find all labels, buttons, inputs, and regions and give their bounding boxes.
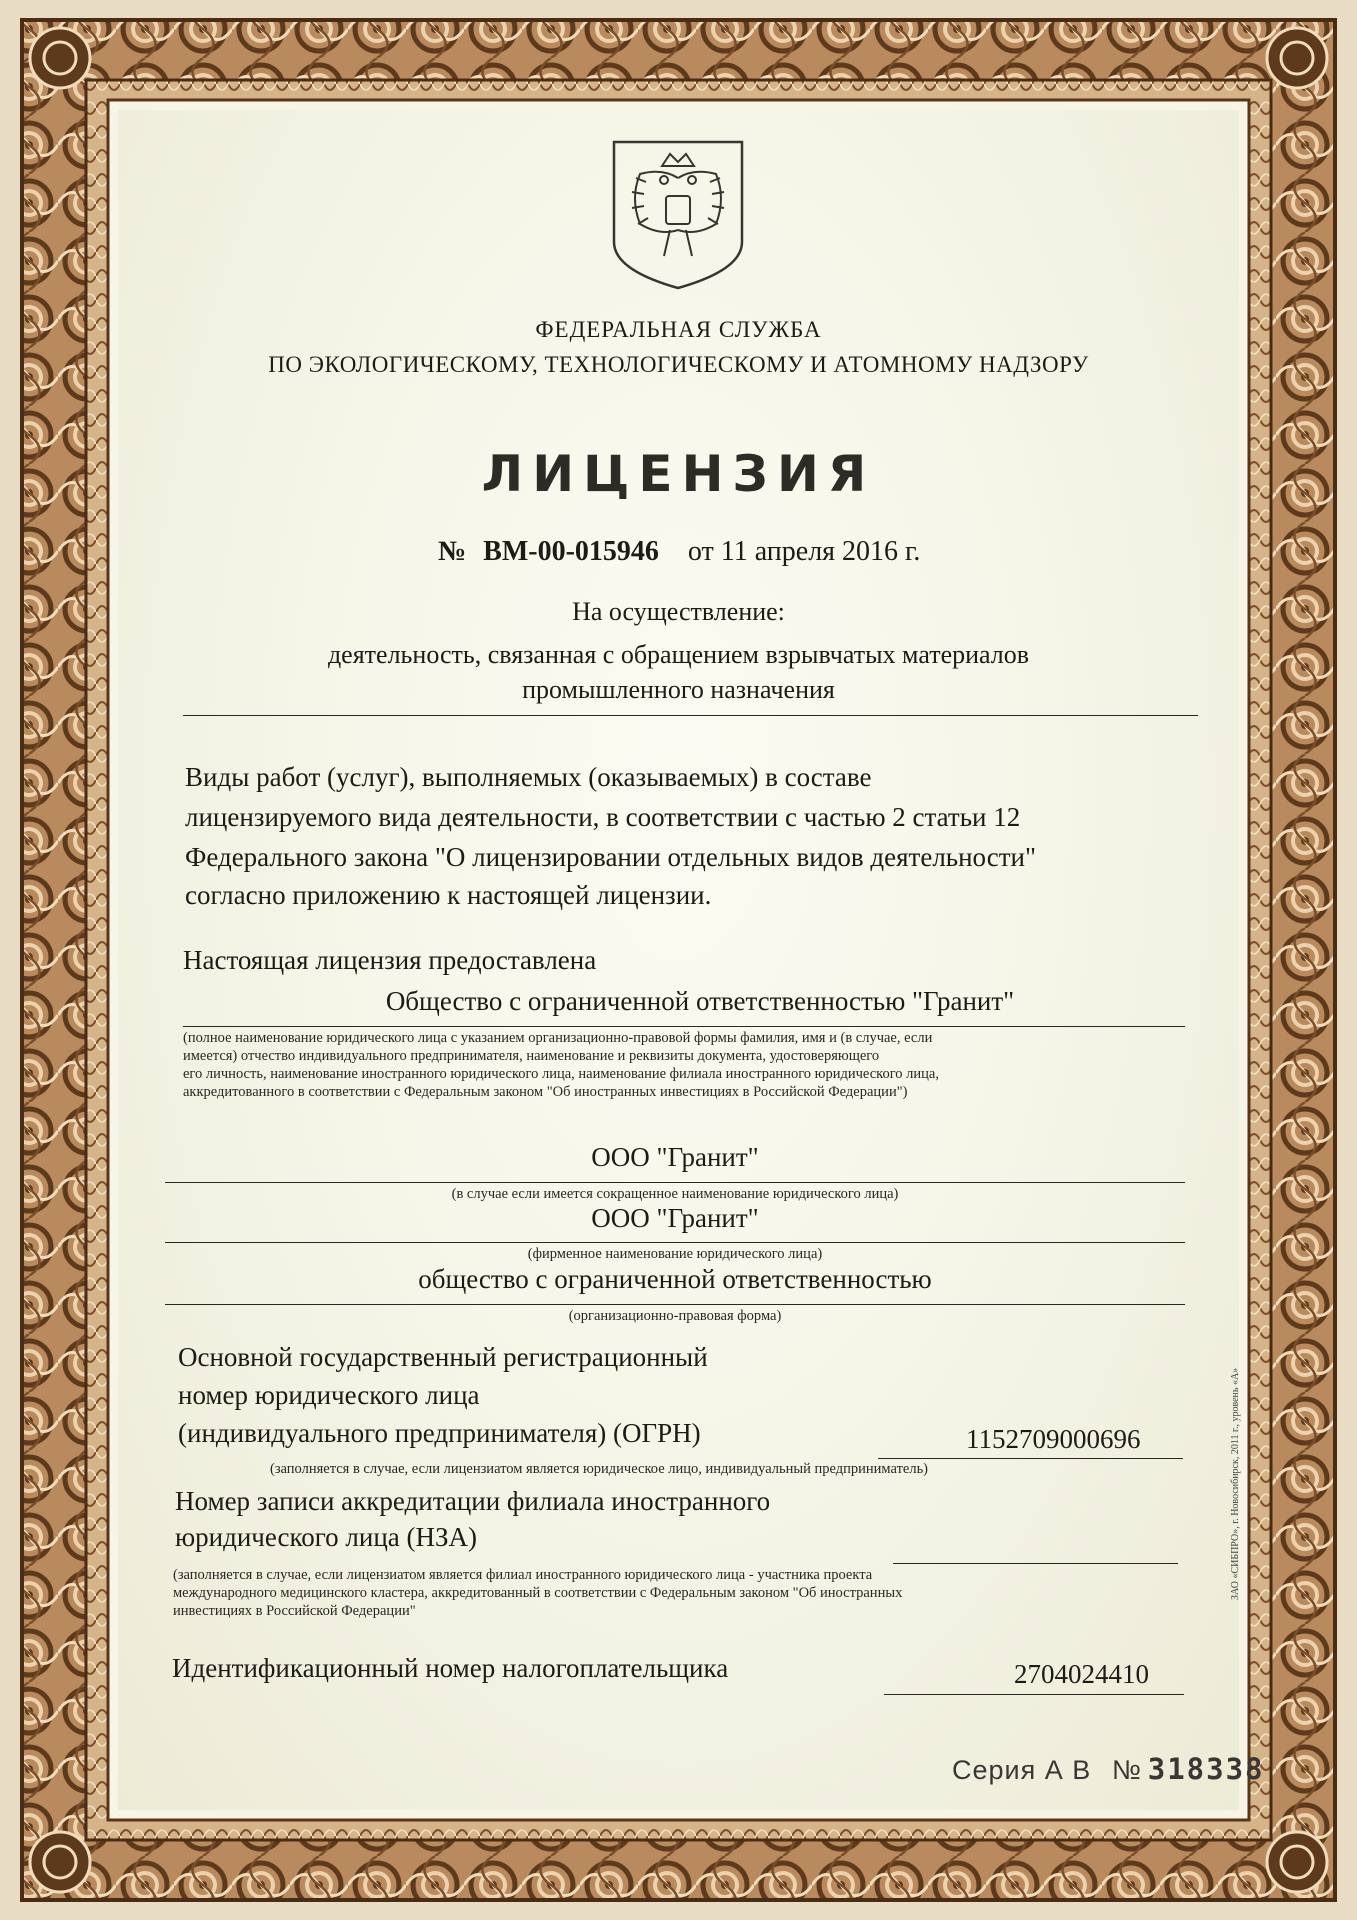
nza-note-2: международного медицинского кластера, аккредитованный в соответствии с Федеральным законом "Об иностранных: [173, 1585, 903, 1601]
printer-imprint: ЗАО «СИБПРО», г. Новосибирск, 2011 г., уровень «А»: [1230, 1367, 1241, 1600]
short-name: ООО "Гранит": [591, 1142, 759, 1172]
ogrn-value: 1152709000696: [966, 1424, 1141, 1454]
activity-underline: [183, 715, 1198, 716]
coat-of-arms-emblem-icon: [610, 138, 746, 290]
license-number-row: [438, 536, 920, 568]
ogrn-label-1: Основной государственный регистрационный: [178, 1342, 708, 1372]
agency-line-2: ПО ЭКОЛОГИЧЕСКОМУ, ТЕХНОЛОГИЧЕСКОМУ И АТОМНОМУ НАДЗОРУ: [268, 352, 1089, 377]
inn-label: Идентификационный номер налогоплательщика: [172, 1653, 729, 1683]
works-line-1: Виды работ (услуг), выполняемых (оказываемых) в составе: [185, 762, 872, 792]
firm-name-note: (фирменное наименование юридического лица): [527, 1246, 823, 1262]
licensee-full-name: Общество с ограниченной ответственностью "Гранит": [385, 986, 1015, 1016]
full-name-underline: [183, 1026, 1185, 1027]
number-sign: №: [438, 536, 467, 567]
full-name-note-2: имеется) отчество индивидуального предпринимателя, наименование и реквизиты документа, удостоверяющего: [183, 1048, 880, 1064]
works-line-3: Федерального закона "О лицензировании отдельных видов деятельности": [185, 842, 1036, 872]
ogrn-note: (заполняется в случае, если лицензиатом является юридическое лицо, индивидуальный предприниматель): [270, 1461, 929, 1477]
firm-name: ООО "Гранит": [591, 1203, 759, 1233]
legal-form-note: (организационно-правовая форма): [568, 1308, 782, 1324]
series-number-sign: №: [1112, 1755, 1141, 1785]
nza-note-1: (заполняется в случае, если лицензиатом является филиал иностранного юридического лица - участника проекта: [173, 1567, 873, 1583]
ogrn-underline: [878, 1458, 1183, 1459]
activity-line-1: деятельность, связанная с обращением взрывчатых материалов: [327, 640, 1030, 669]
activity-intro: На осуществление:: [572, 597, 785, 626]
nza-label-1: Номер записи аккредитации филиала иностранного: [175, 1486, 771, 1516]
short-name-underline: [165, 1182, 1185, 1183]
firm-name-underline: [165, 1242, 1185, 1243]
licensee-intro: Настоящая лицензия предоставлена: [183, 945, 597, 975]
activity-line-2: промышленного назначения: [522, 675, 835, 704]
nza-note-3: инвестициях в Российской Федерации": [173, 1603, 416, 1619]
series-number: 318338: [1147, 1752, 1265, 1786]
license-date: от 11 апреля 2016 г.: [687, 536, 921, 567]
full-name-note-4: аккредитованного в соответствии с Федеральным законом "Об иностранных инвестициях в Российской Федерации"): [183, 1084, 908, 1100]
agency-line-1: ФЕДЕРАЛЬНАЯ СЛУЖБА: [535, 317, 822, 342]
inn-underline: [884, 1694, 1184, 1695]
series-row: [952, 1752, 1265, 1786]
full-name-note-3: его личность, наименование иностранного юридического лица, наименование филиала иностранного юридического лица,: [183, 1066, 939, 1082]
nza-label-2: юридического лица (НЗА): [175, 1522, 478, 1552]
series-label: Серия А В: [952, 1755, 1092, 1785]
full-name-note-1: (полное наименование юридического лица с указанием организационно-правовой формы фамилия, имя и (в случае, если: [183, 1030, 933, 1046]
works-line-4: согласно приложению к настоящей лицензии.: [185, 880, 712, 910]
ogrn-label-3: (индивидуального предпринимателя) (ОГРН): [178, 1418, 701, 1448]
works-line-2: лицензируемого вида деятельности, в соответствии с частью 2 статьи 12: [185, 802, 1021, 832]
ogrn-label-2: номер юридического лица: [178, 1380, 480, 1410]
nza-underline: [893, 1563, 1178, 1564]
legal-form: общество с ограниченной ответственностью: [418, 1264, 932, 1294]
short-name-note: (в случае если имеется сокращенное наименование юридического лица): [451, 1186, 899, 1202]
license-number: ВМ-00-015946: [483, 536, 659, 567]
inn-value: 2704024410: [1014, 1659, 1149, 1689]
legal-form-underline: [165, 1304, 1185, 1305]
license-title: ЛИЦЕНЗИЯ: [481, 445, 876, 503]
